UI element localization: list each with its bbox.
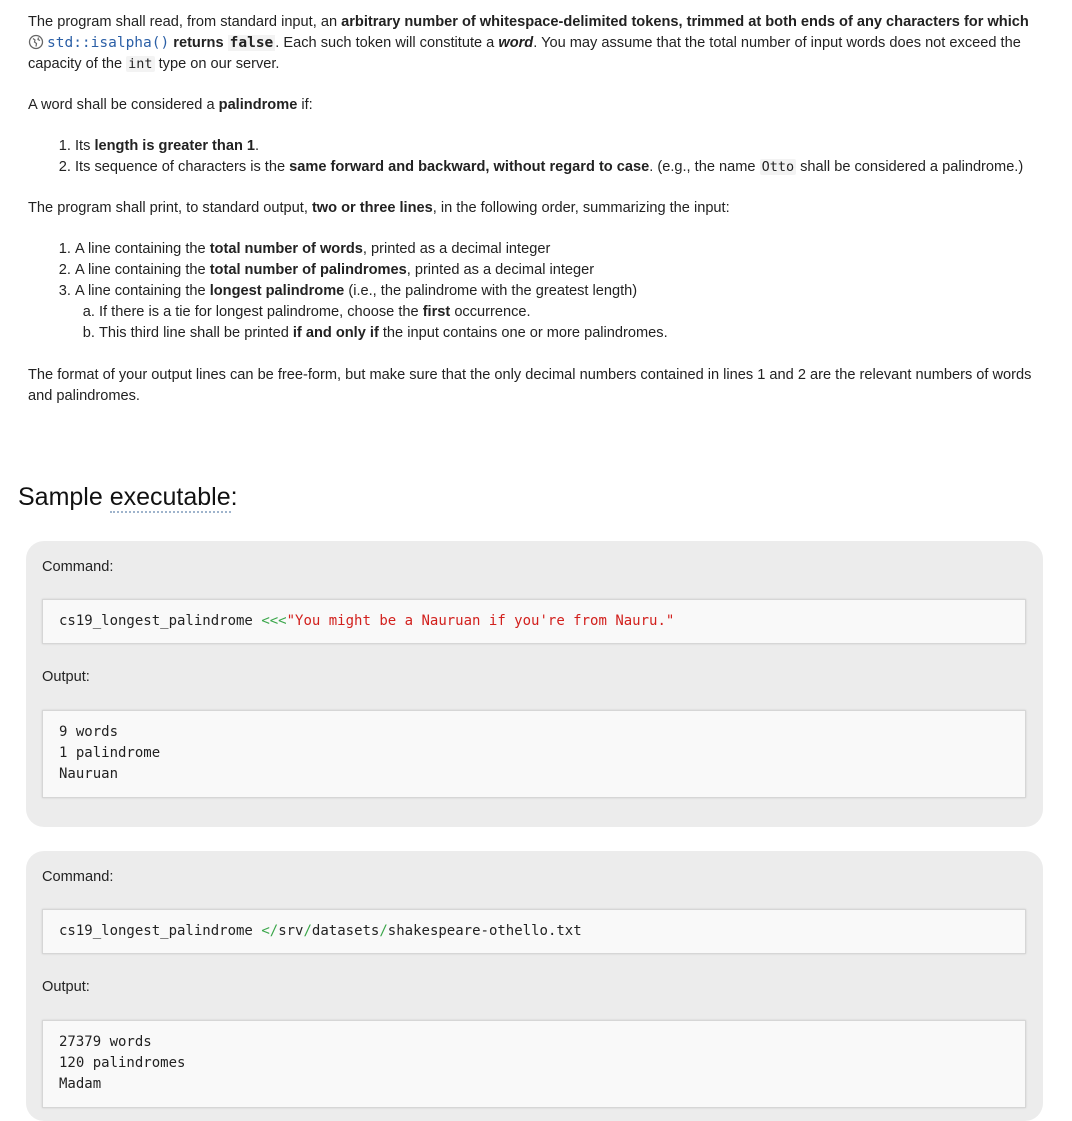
isalpha-link[interactable]: std::isalpha()	[47, 35, 170, 51]
output-label: Output:	[42, 979, 90, 995]
list-item: 1. Its length is greater than 1.	[75, 136, 1046, 157]
example-card	[26, 851, 1043, 1121]
command-box[interactable]: cs19_longest_palindrome <<<"You might be a Nauruan if you're from Nauru."	[42, 599, 1026, 644]
globe-icon	[28, 34, 44, 50]
section-heading: Sample executable:	[18, 483, 238, 511]
list-item: b. This third line shall be printed if and only if the input contains one or more palindromes.	[99, 323, 1046, 344]
palindrome-criteria-list	[28, 136, 1046, 178]
list-item: a. If there is a tie for longest palindrome, choose the first occurrence.	[99, 302, 1046, 323]
output-box[interactable]: 9 words 1 palindrome Nauruan	[42, 710, 1026, 798]
format-note: The format of your output lines can be free-form, but make sure that the only decimal numbers contained in lines 1 and 2 are the relevant numbers of words and palindromes.	[28, 367, 1032, 404]
example-card	[26, 541, 1043, 827]
list-item: 2. Its sequence of characters is the same forward and backward, without regard to case. (e.g., the name Otto shall be considered a palindrome.)	[75, 157, 1046, 178]
sub-list	[75, 302, 1046, 344]
command-label: Command:	[42, 559, 114, 575]
output-lines-list	[28, 239, 1046, 344]
palindrome-definition: A word shall be considered a palindrome if:	[28, 97, 313, 113]
output-box[interactable]: 27379 words 120 palindromes Madam	[42, 1020, 1026, 1108]
command-box[interactable]: cs19_longest_palindrome </srv/datasets/shakespeare-othello.txt	[42, 909, 1026, 954]
output-description: The program shall print, to standard output, two or three lines, in the following order, summarizing the input:	[28, 200, 730, 216]
list-item: 2. A line containing the total number of palindromes, printed as a decimal integer	[75, 260, 1046, 281]
list-item: 1. A line containing the total number of words, printed as a decimal integer	[75, 239, 1046, 260]
output-label: Output:	[42, 669, 90, 685]
command-label: Command:	[42, 869, 114, 885]
executable-link[interactable]: executable	[109, 483, 231, 511]
list-item: 3. A line containing the longest palindrome (i.e., the palindrome with the greatest length) a. If there is a tie for longest palindrome, choose the first occurrence. b. This third line shall be printed if and only if the input contains one or more palindromes.	[75, 281, 1046, 344]
specification-text	[28, 12, 1046, 427]
input-description: The program shall read, from standard input, an arbitrary number of whitespace-delimited tokens, trimmed at both ends of any characters for which std::isalpha() returns false . Each such token will constitute a word. You may assume that the total number of input words does not exceed the capacity of the int type on our server.	[28, 14, 1029, 72]
